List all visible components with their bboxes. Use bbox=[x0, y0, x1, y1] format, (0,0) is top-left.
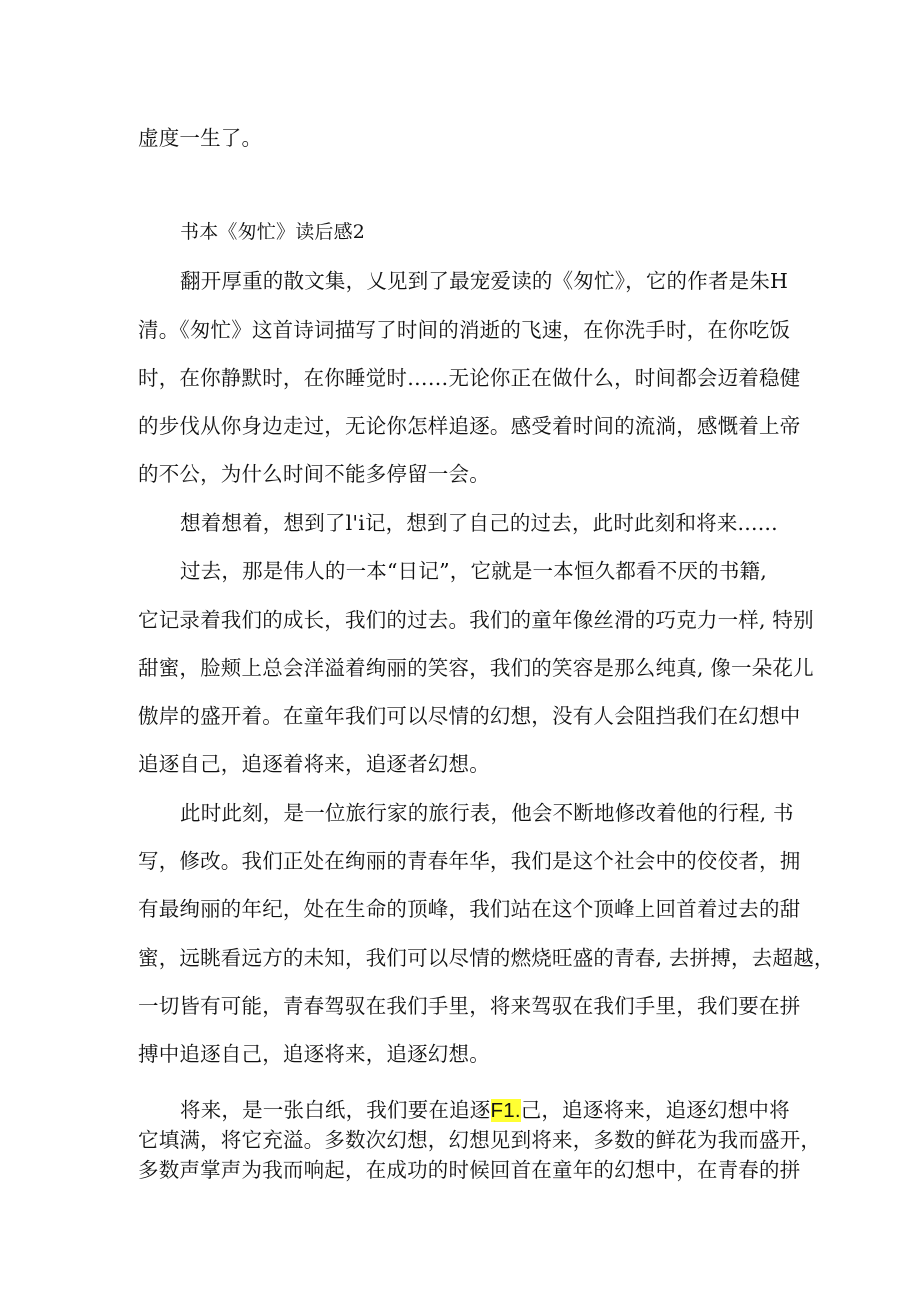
text-line: 时，在你静默时，在你睡觉时……无论你正在做什么，时间都会迈着稳健 bbox=[138, 366, 801, 390]
text-line: 它记录着我们的成长，我们的过去。我们的童年像丝滑的巧克力一样, 特别 bbox=[138, 608, 814, 632]
text-line: 翻开厚重的散文集，乂见到了最宠爱读的《匆忙》，它的作者是朱H bbox=[180, 269, 789, 293]
text-line: 写，修改。我们正处在绚丽的青春年华，我们是这个社会中的佼佼者，拥 bbox=[138, 849, 801, 873]
text-line: 甜蜜，脸颊上总会洋溢着绚丽的笑容，我们的笑容是那么纯真, 像一朵花儿 bbox=[138, 656, 814, 680]
text-line: 清。《匆忙》这首诗词描写了时间的消逝的飞速，在你洗手时，在你吃饭 bbox=[138, 318, 791, 342]
text-line: 的步伐从你身边走过，无论你怎样追逐。感受着时间的流淌，感慨着上帝 bbox=[138, 414, 801, 438]
text-line: 有最绚丽的年纪，处在生命的顶峰，我们站在这个顶峰上回首着过去的甜 bbox=[138, 897, 801, 921]
text-segment: 将来，是一张白纸，我们要在追逐 bbox=[180, 1098, 491, 1122]
highlighted-text: F1. bbox=[490, 1099, 521, 1122]
text-line: 搏中追逐自己，追逐将来，追逐幻想。 bbox=[138, 1042, 490, 1066]
text-line: 想着想着，想到了l'i记，想到了自己的过去，此时此刻和将来...... bbox=[180, 511, 778, 535]
text-line: 过去，那是伟人的一本“日记”，它就是一本恒久都看不厌的书籍, bbox=[180, 559, 767, 583]
text-line: 此时此刻，是一位旅行家的旅行表，他会不断地修改着他的行程, 书 bbox=[180, 801, 794, 825]
text-line: 多数声掌声为我而响起，在成功的时候回首在童年的幻想中，在青春的拼 bbox=[138, 1158, 801, 1182]
text-segment: 己，追逐将来，追逐幻想中将 bbox=[520, 1098, 790, 1122]
text-line: 傲岸的盛开着。在童年我们可以尽情的幻想，没有人会阻挡我们在幻想中 bbox=[138, 704, 801, 728]
text-line: 它填满，将它充溢。多数次幻想，幻想见到将来，多数的鲜花为我而盛开， bbox=[138, 1128, 822, 1152]
text-line: 虚度一生了。 bbox=[138, 126, 263, 150]
text-line: 蜜，远眺看远方的未知，我们可以尽情的燃烧旺盛的青春, 去拼搏，去超越， bbox=[138, 946, 835, 970]
text-line: 一切皆有可能，青春驾驭在我们手里，将来驾驭在我们手里，我们要在拼 bbox=[138, 994, 801, 1018]
text-line: 追逐自己，追逐着将来，追逐者幻想。 bbox=[138, 752, 490, 776]
text-line bbox=[180, 1096, 790, 1125]
text-line: 的不公，为什么时间不能多停留一会。 bbox=[138, 462, 490, 486]
section-title: 书本《匆忙》读后感2 bbox=[180, 221, 366, 243]
